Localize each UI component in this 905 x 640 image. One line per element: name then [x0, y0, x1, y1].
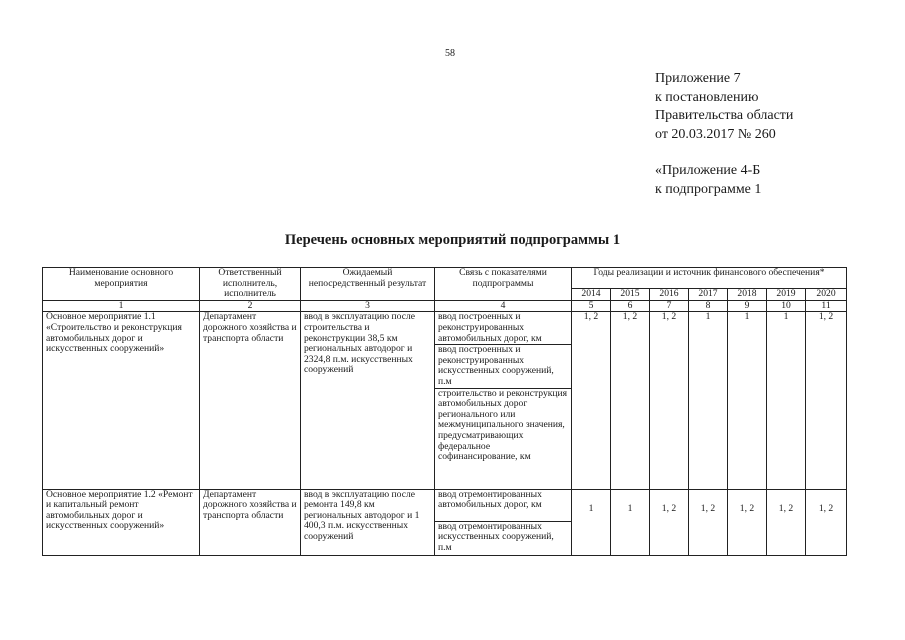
header-years-group: Годы реализации и источник финансового обеспечения* [572, 268, 847, 289]
year-header: 2016 [650, 288, 689, 300]
measure-result: ввод в эксплуатацию после ремонта 149,8 км региональных автодорог и 1 400,3 п.м. искусственных сооружений [301, 489, 435, 555]
year-header: 2018 [728, 288, 767, 300]
indicator-link: ввод отремонтированных искусственных сооружений, п.м [435, 521, 572, 555]
appendix-line: к подпрограмме 1 [655, 181, 762, 197]
page-number: 58 [445, 48, 455, 59]
column-number: 11 [806, 300, 847, 312]
column-number: 4 [435, 300, 572, 312]
header-executor: Ответственный исполнитель, исполнитель [200, 268, 301, 301]
header-name: Наименование основного мероприятия [43, 268, 200, 301]
column-number: 7 [650, 300, 689, 312]
indicator-link: ввод построенных и реконструированных искусственных сооружений, п.м [435, 345, 572, 388]
indicator-link: ввод отремонтированных автомобильных дорог, км [435, 489, 572, 521]
appendix-line: Приложение 7 [655, 71, 741, 86]
appendix-line: Правительства области [655, 108, 794, 123]
measure-name: Основное мероприятие 1.1 «Строительство и реконструкция автомобильных дорог и искусственных сооружений» [43, 312, 200, 489]
measure-executor: Департамент дорожного хозяйства и транспорта области [200, 312, 301, 489]
document-title: Перечень основных мероприятий подпрограммы 1 [284, 232, 621, 248]
header-result: Ожидаемый непосредственный результат [301, 268, 435, 301]
measure-result: ввод в эксплуатацию после строительства и реконструкции 38,5 км региональных автодорог и 2324,8 п.м. искусственных сооружений [301, 312, 435, 489]
column-number: 2 [200, 300, 301, 312]
appendix-line: «Приложение 4-Б [655, 163, 761, 178]
column-number: 3 [301, 300, 435, 312]
funding-source-cell: 1 [767, 312, 806, 489]
measure-name: Основное мероприятие 1.2 «Ремонт и капитальный ремонт автомобильных дорог и искусственных сооружений» [43, 489, 200, 555]
indicator-link: строительство и реконструкция автомобильных дорог регионального или межмуниципального значения, предусматривающих федеральное софинансирование, км [435, 388, 572, 489]
funding-source-cell: 1 [572, 489, 611, 555]
funding-source-cell: 1, 2 [572, 312, 611, 489]
year-header: 2019 [767, 288, 806, 300]
column-number: 1 [43, 300, 200, 312]
funding-source-cell: 1, 2 [650, 489, 689, 555]
appendix-line: от 20.03.2017 № 260 [655, 126, 776, 142]
funding-source-cell: 1, 2 [611, 312, 650, 489]
column-number: 5 [572, 300, 611, 312]
appendix-line: к постановлению [655, 89, 759, 105]
year-header: 2020 [806, 288, 847, 300]
funding-source-cell: 1, 2 [650, 312, 689, 489]
funding-source-cell: 1, 2 [689, 489, 728, 555]
measures-table [42, 267, 847, 556]
year-header: 2017 [689, 288, 728, 300]
column-number: 10 [767, 300, 806, 312]
year-header: 2015 [611, 288, 650, 300]
funding-source-cell: 1, 2 [806, 489, 847, 555]
funding-source-cell: 1 [611, 489, 650, 555]
year-header: 2014 [572, 288, 611, 300]
appendix-block [655, 70, 793, 199]
funding-source-cell: 1, 2 [767, 489, 806, 555]
column-number: 9 [728, 300, 767, 312]
funding-source-cell: 1 [728, 312, 767, 489]
column-number: 6 [611, 300, 650, 312]
header-link: Связь с показателями подпрограммы [435, 268, 572, 301]
funding-source-cell: 1, 2 [806, 312, 847, 489]
funding-source-cell: 1 [689, 312, 728, 489]
measure-executor: Департамент дорожного хозяйства и транспорта области [200, 489, 301, 555]
indicator-link: ввод построенных и реконструированных автомобильных дорог, км [435, 312, 572, 345]
funding-source-cell: 1, 2 [728, 489, 767, 555]
column-number: 8 [689, 300, 728, 312]
